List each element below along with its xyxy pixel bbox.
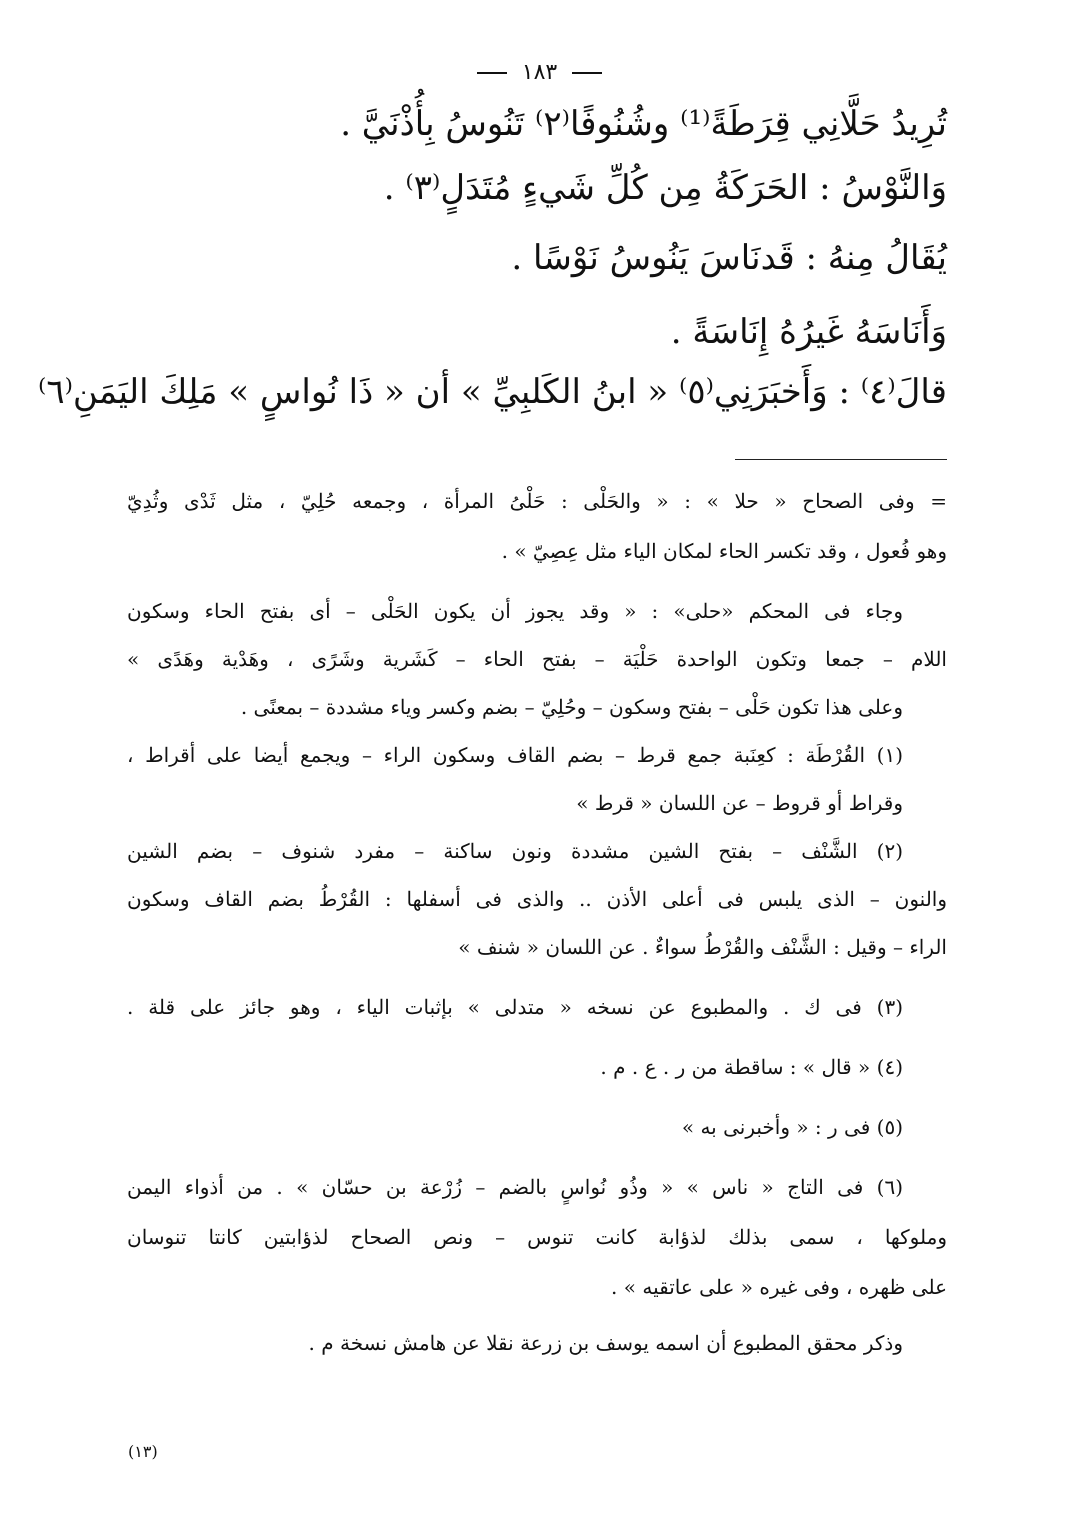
footnote-line: (٦) فى التاج « ناس » « وذُو نُواسٍ بالضم – زُرْعة بن حسّان » . من أذواء اليمن xyxy=(127,1175,903,1199)
signature-mark: (١٣) xyxy=(128,1442,158,1461)
verse-line: تُرِيدُ حَلَّانِي قِرَطَةً⁽¹⁾ وشُنُوفًا⁽٢⁾ تَنُوسُ بِأُذْنَيَّ . xyxy=(340,104,947,144)
footnotes xyxy=(127,488,947,1356)
verse-block xyxy=(37,104,947,436)
footnote-line: وهو فُعول ، وقد تكسر الحاء لمكان الياء مثل عِصِيّ » . xyxy=(501,539,947,563)
footnote-line: وملوكها ، سمى بذلك لذؤابة كانت تنوس – ونص الصحاح لذؤابتين كانتا تنوسان xyxy=(127,1225,947,1249)
footnote-line: وجاء فى المحكم «حلى» : « وقد يجوز أن يكون الحَلْى – أى بفتح الحاء وسكون xyxy=(127,599,903,623)
page-number: ١٨٣ xyxy=(521,60,558,85)
footnote-divider xyxy=(735,459,947,460)
footnote-line: (٣) فى ك . والمطبوع عن نسخه « متدلى » بإثبات الياء ، وهو جائز على قلة . xyxy=(127,995,903,1019)
verse-line: قالَ⁽٤⁾ : وَأَخبَرَنِي⁽٥⁾ « ابنُ الكَلبِيِّ » أن « ذَا نُواسٍ » مَلِكَ اليَمَنِ⁽٦⁾ xyxy=(37,372,947,412)
footnote-line: وقراط أو قروط – عن اللسان « قرط » xyxy=(576,791,903,815)
footnote-line: على ظهره ، وفى غيره « على عاتقيه » . xyxy=(611,1275,947,1299)
verse-line: يُقَالُ مِنهُ : قَدنَاسَ يَنُوسُ نَوْسًا . xyxy=(511,238,947,278)
footnote-line: = وفى الصحاح « حلا » : « والحَلْى : حَلْىُ المرأة ، وجمعه حُلِيّ ، مثل ثَدْى وثُدِيّ xyxy=(127,489,947,513)
footnote-line: وذكر محقق المطبوع أن اسمه يوسف بن زرعة نقلا عن هامش نسخة م . xyxy=(308,1331,903,1355)
verse-line: وَأَنَاسَهُ غَيرُهُ إِنَاسَةً . xyxy=(670,312,947,352)
header-dash-left xyxy=(477,72,507,74)
footnote-line: (٢) الشَّنْف – بفتح الشين مشددة ونون ساكنة – مفرد شنوف – بضم الشين xyxy=(127,839,903,863)
footnote-line: (١) القُرْطَة : كعِنَبة جمع قرط – بضم القاف وسكون الراء – ويجمع أيضا على أقراط ، xyxy=(127,743,903,767)
footnote-line: اللام – جمعا وتكون الواحدة حَلْيَة – بفتح الحاء – كَشَرية وشَرًى ، وهَدْية وهَدًى » xyxy=(127,647,947,671)
footnote-line: (٤) « قال » : ساقطة من ر . ع . م . xyxy=(600,1055,903,1079)
verse-line: وَالنَّوْسُ : الحَرَكَةُ مِن كُلِّ شَيءٍ مُتَدَلٍ⁽٣⁾ . xyxy=(383,168,947,208)
footnote-line: والنون – الذى يلبس فى أعلى الأذن .. والذى فى أسفلها : القُرْطُ بضم القاف وسكون xyxy=(127,887,947,911)
page-header xyxy=(0,58,1079,88)
footnote-line: وعلى هذا تكون حَلْى – بفتح وسكون – وحُلِيّ – بضم وكسر وياء مشددة – بمعنًى . xyxy=(240,695,903,719)
header-dash-right xyxy=(572,72,602,74)
footnote-line: الراء – وقيل : الشَّنْف والقُرْطُ سواءٌ . عن اللسان « شنف » xyxy=(458,935,947,959)
footnote-line: (٥) فى ر : « وأخبرنى به » xyxy=(681,1115,903,1139)
